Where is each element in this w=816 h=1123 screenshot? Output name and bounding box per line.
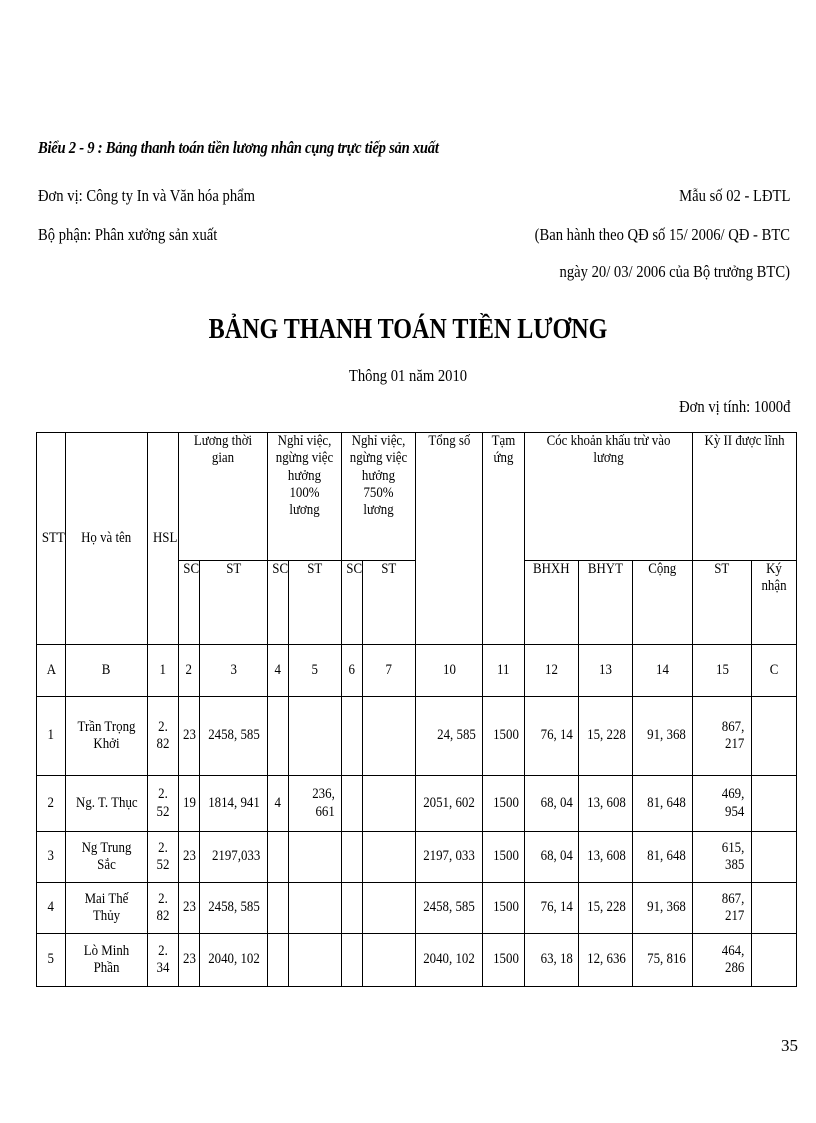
- department-name: Bộ phận: Phân xưởng sản xuất: [38, 225, 218, 244]
- header-st: ST: [363, 561, 416, 645]
- header-advance: Tạm ứng: [483, 433, 525, 645]
- cell-st: 2197,033: [200, 832, 268, 883]
- header-row-main: [37, 433, 797, 561]
- cell-st: [363, 832, 416, 883]
- cell-bhyt: 15, 228: [579, 883, 633, 934]
- cell-name: Lò Minh Phần: [66, 934, 148, 987]
- cell-sign: [752, 832, 797, 883]
- column-code: 7: [363, 645, 416, 697]
- cell-sc: [268, 883, 289, 934]
- pay-period: Thông 01 năm 2010: [348, 366, 468, 385]
- cell-stt: 4: [37, 883, 66, 934]
- cell-st: [363, 883, 416, 934]
- column-code: 1: [148, 645, 179, 697]
- page-number: 35: [781, 1036, 798, 1055]
- cell-bhyt: 13, 608: [579, 832, 633, 883]
- cell-bhyt: 12, 636: [579, 934, 633, 987]
- column-code: 15: [693, 645, 752, 697]
- cell-advance: 1500: [483, 697, 525, 776]
- cell-total: 2197, 033: [416, 832, 483, 883]
- cell-st: 1814, 941: [200, 776, 268, 832]
- cell-total: 2458, 585: [416, 883, 483, 934]
- header-hsl: HSL: [148, 433, 179, 645]
- cell-st: [289, 883, 342, 934]
- cell-bhxh: 76, 14: [525, 697, 579, 776]
- cell-sc: 23: [179, 934, 200, 987]
- cell-hsl: 2. 82: [148, 697, 179, 776]
- cell-hsl: 2. 34: [148, 934, 179, 987]
- column-code: B: [66, 645, 148, 697]
- document-caption: Biểu 2 - 9 : Bảng thanh toán tiền lương nhân cụng trực tiếp sản xuất: [38, 138, 439, 157]
- column-code: 2: [179, 645, 200, 697]
- column-code: 10: [416, 645, 483, 697]
- cell-sc: [342, 832, 363, 883]
- cell-sc: [342, 776, 363, 832]
- header-sc: SC: [268, 561, 289, 645]
- cell-sc: 4: [268, 776, 289, 832]
- cell-advance: 1500: [483, 883, 525, 934]
- column-code: 4: [268, 645, 289, 697]
- header-sc: SC: [342, 561, 363, 645]
- header-bhxh: BHXH: [525, 561, 579, 645]
- cell-st: 2458, 585: [200, 697, 268, 776]
- cell-hsl: 2. 52: [148, 832, 179, 883]
- cell-st: [363, 934, 416, 987]
- cell-bhxh: 68, 04: [525, 832, 579, 883]
- column-code: 3: [200, 645, 268, 697]
- cell-cong: 81, 648: [633, 776, 693, 832]
- cell-name: Mai Thế Thủy: [66, 883, 148, 934]
- header-st: ST: [200, 561, 268, 645]
- cell-st: 2458, 585: [200, 883, 268, 934]
- cell-bhyt: 15, 228: [579, 697, 633, 776]
- column-code-row: [37, 645, 797, 697]
- cell-total: 2040, 102: [416, 934, 483, 987]
- cell-sc: [342, 934, 363, 987]
- header-period-2: Kỳ II được lĩnh: [693, 433, 797, 561]
- cell-sc: [268, 697, 289, 776]
- cell-bhxh: 63, 18: [525, 934, 579, 987]
- cell-name: Trần Trọng Khởi: [66, 697, 148, 776]
- table-row: [37, 832, 797, 883]
- table-row: [37, 934, 797, 987]
- cell-st: [289, 697, 342, 776]
- currency-unit: Đơn vị tính: 1000đ: [678, 397, 790, 416]
- cell-sign: [752, 776, 797, 832]
- cell-advance: 1500: [483, 934, 525, 987]
- cell-st: [363, 697, 416, 776]
- cell-sc: 23: [179, 883, 200, 934]
- cell-name: Ng. T. Thục: [66, 776, 148, 832]
- cell-sc: [342, 883, 363, 934]
- cell-hsl: 2. 52: [148, 776, 179, 832]
- cell-hsl: 2. 82: [148, 883, 179, 934]
- page-title: BẢNG THANH TOÁN TIỀN LƯƠNG: [208, 314, 608, 345]
- cell-bhxh: 68, 04: [525, 776, 579, 832]
- cell-stt: 1: [37, 697, 66, 776]
- payroll-table: [36, 432, 797, 987]
- cell-st15: 615, 385: [693, 832, 752, 883]
- cell-total: 2051, 602: [416, 776, 483, 832]
- header-leave-100: Nghỉ việc, ngừng việc hưởng 100% lương: [268, 433, 342, 561]
- cell-sign: [752, 934, 797, 987]
- cell-st: [363, 776, 416, 832]
- header-leave-750: Nghỉ việc, ngừng việc hưởng 750% lương: [342, 433, 416, 561]
- cell-stt: 5: [37, 934, 66, 987]
- header-cong: Cộng: [633, 561, 693, 645]
- cell-sc: [268, 934, 289, 987]
- cell-st15: 464, 286: [693, 934, 752, 987]
- header-st: ST: [693, 561, 752, 645]
- table-row: [37, 697, 797, 776]
- column-code: 13: [579, 645, 633, 697]
- cell-bhxh: 76, 14: [525, 883, 579, 934]
- header-name: Họ và tên: [66, 433, 148, 645]
- cell-cong: 91, 368: [633, 697, 693, 776]
- header-bhyt: BHYT: [579, 561, 633, 645]
- cell-sc: 23: [179, 832, 200, 883]
- cell-sc: [342, 697, 363, 776]
- header-st: ST: [289, 561, 342, 645]
- cell-st: [289, 832, 342, 883]
- column-code: 6: [342, 645, 363, 697]
- column-code: 5: [289, 645, 342, 697]
- header-time-wage: Lương thời gian: [179, 433, 268, 561]
- table-row: [37, 776, 797, 832]
- cell-st15: 867, 217: [693, 697, 752, 776]
- header-stt: STT: [37, 433, 66, 645]
- cell-sign: [752, 697, 797, 776]
- column-code: 12: [525, 645, 579, 697]
- header-sc: SC: [179, 561, 200, 645]
- cell-bhyt: 13, 608: [579, 776, 633, 832]
- cell-advance: 1500: [483, 832, 525, 883]
- header-total: Tổng số: [416, 433, 483, 645]
- cell-sign: [752, 883, 797, 934]
- cell-advance: 1500: [483, 776, 525, 832]
- header-sign: Ký nhận: [752, 561, 797, 645]
- cell-cong: 75, 816: [633, 934, 693, 987]
- cell-total: 24, 585: [416, 697, 483, 776]
- column-code: 11: [483, 645, 525, 697]
- column-code: A: [37, 645, 66, 697]
- cell-st: [289, 934, 342, 987]
- issued-date: ngày 20/ 03/ 2006 của Bộ trưởng BTC): [559, 262, 790, 281]
- column-code: C: [752, 645, 797, 697]
- cell-st: 236, 661: [289, 776, 342, 832]
- cell-sc: 19: [179, 776, 200, 832]
- cell-cong: 81, 648: [633, 832, 693, 883]
- cell-sc: 23: [179, 697, 200, 776]
- cell-st15: 469, 954: [693, 776, 752, 832]
- unit-name: Đơn vị: Công ty In và Văn hóa phẩm: [38, 186, 255, 205]
- cell-cong: 91, 368: [633, 883, 693, 934]
- cell-name: Ng Trung Sắc: [66, 832, 148, 883]
- form-number: Mẫu số 02 - LĐTL: [678, 186, 790, 205]
- column-code: 14: [633, 645, 693, 697]
- header-deductions: Cóc khoản khấu trừ vào lương: [525, 433, 693, 561]
- cell-sc: [268, 832, 289, 883]
- cell-stt: 2: [37, 776, 66, 832]
- cell-st: 2040, 102: [200, 934, 268, 987]
- issued-by: (Ban hành theo QĐ số 15/ 2006/ QĐ - BTC: [534, 225, 790, 244]
- table-row: [37, 883, 797, 934]
- cell-stt: 3: [37, 832, 66, 883]
- cell-st15: 867, 217: [693, 883, 752, 934]
